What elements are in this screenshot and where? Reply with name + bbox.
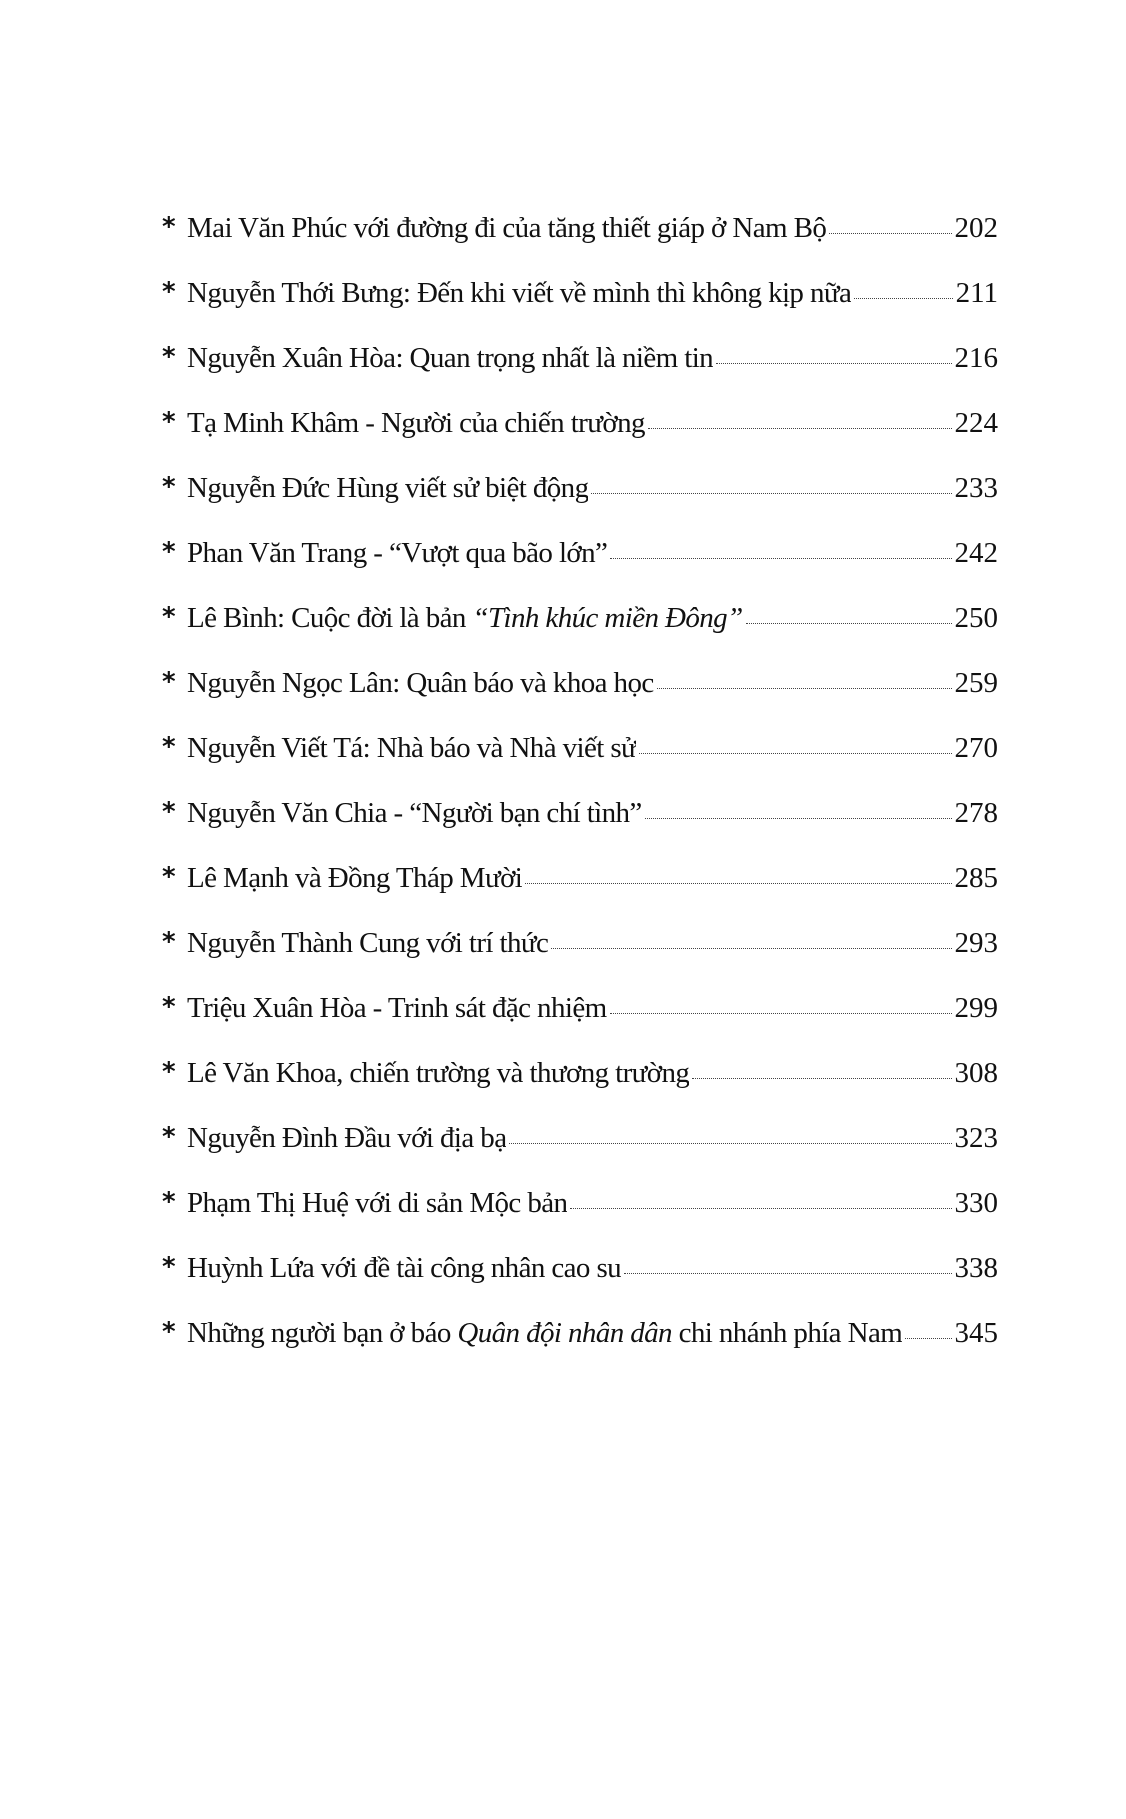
entry-title: Triệu Xuân Hòa - Trinh sát đặc nhiệm bbox=[187, 992, 607, 1024]
toc-entry[interactable] bbox=[162, 602, 998, 667]
toc-entry[interactable] bbox=[162, 212, 998, 277]
entry-title: Lê Văn Khoa, chiến trường và thương trường bbox=[187, 1057, 690, 1089]
page-number: 308 bbox=[954, 1057, 998, 1089]
entry-title: Nguyễn Đức Hùng viết sử biệt động bbox=[187, 472, 589, 504]
dot-leader bbox=[648, 428, 952, 429]
toc-entry[interactable] bbox=[162, 1057, 998, 1122]
page-number: 202 bbox=[954, 212, 998, 244]
page-number: 216 bbox=[954, 342, 998, 374]
entry-title: Nguyễn Xuân Hòa: Quan trọng nhất là niềm tin bbox=[187, 342, 714, 374]
toc-entry[interactable] bbox=[162, 472, 998, 537]
entry-title: Nguyễn Ngọc Lân: Quân báo và khoa học bbox=[187, 667, 654, 699]
page-number: 345 bbox=[954, 1317, 998, 1349]
bullet-asterisk: * bbox=[162, 1317, 175, 1347]
page-number: 250 bbox=[954, 602, 998, 634]
toc-entry[interactable] bbox=[162, 992, 998, 1057]
bullet-asterisk: * bbox=[162, 927, 175, 957]
page-number: 293 bbox=[954, 927, 998, 959]
dot-leader bbox=[610, 558, 951, 559]
entry-title: Mai Văn Phúc với đường đi của tăng thiết giáp ở Nam Bộ bbox=[187, 212, 827, 244]
entry-title: Nguyễn Viết Tá: Nhà báo và Nhà viết sử bbox=[187, 732, 637, 764]
toc-entry[interactable] bbox=[162, 862, 998, 927]
bullet-asterisk: * bbox=[162, 407, 175, 437]
bullet-asterisk: * bbox=[162, 537, 175, 567]
entry-title: Lê Mạnh và Đồng Tháp Mười bbox=[187, 862, 523, 894]
dot-leader bbox=[509, 1143, 951, 1144]
page-number: 270 bbox=[954, 732, 998, 764]
toc-entry[interactable] bbox=[162, 342, 998, 407]
entry-title-text: chi nhánh phía Nam bbox=[671, 1317, 903, 1349]
bullet-asterisk: * bbox=[162, 862, 175, 892]
bullet-asterisk: * bbox=[162, 1252, 175, 1282]
toc-entry[interactable] bbox=[162, 1317, 998, 1382]
toc-entry[interactable] bbox=[162, 1252, 998, 1317]
bullet-asterisk: * bbox=[162, 277, 175, 307]
entry-title-text: Những người bạn ở báo bbox=[187, 1317, 458, 1349]
entry-title: Nguyễn Thới Bưng: Đến khi viết về mình thì không kịp nữa bbox=[187, 277, 852, 309]
dot-leader bbox=[645, 818, 952, 819]
bullet-asterisk: * bbox=[162, 1057, 175, 1087]
entry-title: Nguyễn Văn Chia - “Người bạn chí tình” bbox=[187, 797, 642, 829]
bullet-asterisk: * bbox=[162, 1122, 175, 1152]
page-number: 211 bbox=[955, 277, 998, 309]
bullet-asterisk: * bbox=[162, 472, 175, 502]
entry-title: Phan Văn Trang - “Vượt qua bão lớn” bbox=[187, 537, 608, 569]
dot-leader bbox=[525, 883, 951, 884]
dot-leader bbox=[591, 493, 951, 494]
page-number: 224 bbox=[954, 407, 998, 439]
toc-entry[interactable] bbox=[162, 537, 998, 602]
entry-title bbox=[187, 1317, 902, 1350]
bullet-asterisk: * bbox=[162, 667, 175, 697]
dot-leader bbox=[610, 1013, 952, 1014]
toc-entry[interactable] bbox=[162, 407, 998, 472]
bullet-asterisk: * bbox=[162, 1187, 175, 1217]
bullet-asterisk: * bbox=[162, 602, 175, 632]
dot-leader bbox=[746, 623, 952, 624]
entry-title: Phạm Thị Huệ với di sản Mộc bản bbox=[187, 1187, 568, 1219]
toc-entry[interactable] bbox=[162, 1122, 998, 1187]
bullet-asterisk: * bbox=[162, 732, 175, 762]
entry-title: Nguyễn Thành Cung với trí thức bbox=[187, 927, 549, 959]
dot-leader bbox=[854, 298, 952, 299]
page-number: 330 bbox=[954, 1187, 998, 1219]
dot-leader bbox=[657, 688, 952, 689]
dot-leader bbox=[905, 1338, 951, 1339]
toc-entry[interactable] bbox=[162, 732, 998, 797]
entry-title bbox=[187, 602, 743, 635]
bullet-asterisk: * bbox=[162, 342, 175, 372]
page-number: 259 bbox=[954, 667, 998, 699]
dot-leader bbox=[692, 1078, 951, 1079]
dot-leader bbox=[624, 1273, 951, 1274]
entry-title-text: Lê Bình: Cuộc đời là bản bbox=[187, 602, 473, 634]
table-of-contents bbox=[162, 212, 998, 1382]
page-number: 278 bbox=[954, 797, 998, 829]
dot-leader bbox=[716, 363, 951, 364]
page-number: 285 bbox=[954, 862, 998, 894]
entry-title: Tạ Minh Khâm - Người của chiến trường bbox=[187, 407, 645, 439]
dot-leader bbox=[829, 233, 951, 234]
toc-entry[interactable] bbox=[162, 797, 998, 862]
toc-entry[interactable] bbox=[162, 927, 998, 992]
dot-leader bbox=[639, 753, 951, 754]
bullet-asterisk: * bbox=[162, 797, 175, 827]
toc-entry[interactable] bbox=[162, 1187, 998, 1252]
page-number: 338 bbox=[954, 1252, 998, 1284]
bullet-asterisk: * bbox=[162, 992, 175, 1022]
dot-leader bbox=[570, 1208, 951, 1209]
page-number: 299 bbox=[954, 992, 998, 1024]
entry-title-italic: “Tình khúc miền Đông” bbox=[472, 602, 743, 634]
entry-title: Huỳnh Lứa với đề tài công nhân cao su bbox=[187, 1252, 622, 1284]
toc-entry[interactable] bbox=[162, 667, 998, 732]
toc-entry[interactable] bbox=[162, 277, 998, 342]
page-number: 323 bbox=[954, 1122, 998, 1154]
entry-title: Nguyễn Đình Đầu với địa bạ bbox=[187, 1122, 507, 1154]
page-number: 233 bbox=[954, 472, 998, 504]
page-number: 242 bbox=[954, 537, 998, 569]
bullet-asterisk: * bbox=[162, 212, 175, 242]
entry-title-italic: Quân đội nhân dân bbox=[457, 1317, 672, 1349]
dot-leader bbox=[551, 948, 951, 949]
